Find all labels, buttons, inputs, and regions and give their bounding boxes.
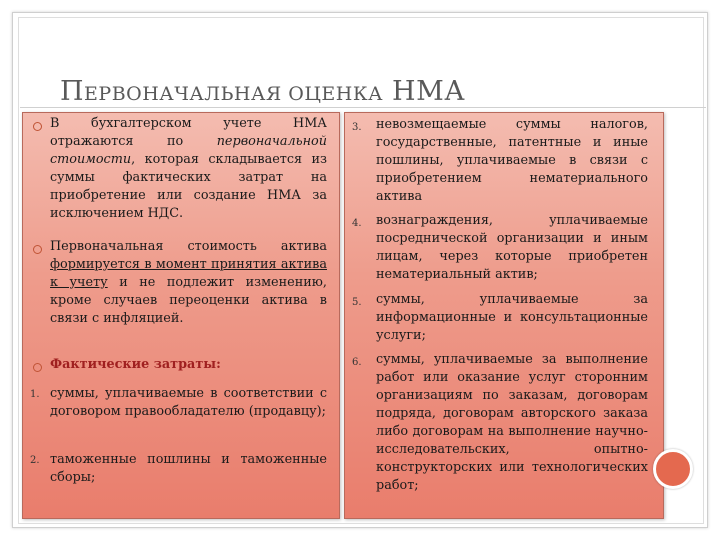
- right-list-item-3: [376, 116, 648, 206]
- decorative-circle: [653, 449, 693, 489]
- left-list-item-1: [50, 385, 327, 421]
- left-bullet-3-text: Фактические затраты:: [50, 357, 221, 372]
- list-number: 3.: [352, 122, 362, 133]
- bullet-icon: [33, 363, 42, 372]
- slide-title: [60, 76, 465, 107]
- title-nma: НМА: [392, 76, 466, 107]
- right-list-item-4: [376, 212, 648, 284]
- list-number: 4.: [352, 218, 362, 229]
- right-list-item-5: [376, 291, 648, 345]
- left-bullet-1-text: [50, 115, 327, 223]
- bullet1-italic: первоначальной стоимости: [50, 134, 327, 167]
- title-cap: П: [60, 76, 85, 107]
- left-list-item-2-text: таможенные пошлины и таможенные сборы;: [50, 452, 327, 485]
- right-list-item-6: [376, 351, 648, 495]
- bullet1-end: , которая складывается из суммы фактических затрат на приобретение или создание НМА за исключением НДС.: [50, 152, 327, 221]
- list-number: 6.: [352, 357, 362, 368]
- title-divider: [20, 107, 706, 108]
- list-number: 1.: [30, 389, 40, 400]
- title-rest: ЕРВОНАЧАЛЬНАЯ ОЦЕНКА: [84, 83, 383, 105]
- bullet2-end: и не подлежит изменению, кроме случаев переоценки актива в связи с инфляцией.: [50, 275, 327, 326]
- bullet-icon: [33, 122, 42, 131]
- bullet2-underlined: формируется в момент принятия актива к учету: [50, 257, 327, 290]
- bullet2-start: Первоначальная стоимость актива: [50, 239, 327, 254]
- left-list-item-1-text: суммы, уплачиваемые в соответствии с договором правообладателю (продавцу);: [50, 386, 327, 419]
- left-bullet-3: [50, 356, 327, 374]
- list-number: 5.: [352, 297, 362, 308]
- bullet-icon: [33, 245, 42, 254]
- list-number: 2.: [30, 455, 40, 466]
- left-bullet-1: [50, 115, 327, 223]
- right-list-item-5-text: суммы, уплачиваемые за информационные и консультационные услуги;: [376, 292, 648, 343]
- left-bullet-2: [50, 238, 327, 328]
- bullet1-start: В бухгалтерском учете НМА отражаются по: [50, 116, 327, 149]
- right-list-item-6-text: суммы, уплачиваемые за выполнение работ или оказание услуг сторонним организациям по заказам, договорам подряда, договорам авторского заказа либо договорам на выполнение научно-исследовательских, опытно-конструкторских или технологических работ;: [376, 352, 648, 493]
- right-list-item-3-text: невозмещаемые суммы налогов, государственные, патентные и иные пошлины, уплачиваемые в связи с приобретением нематериального актива: [376, 117, 648, 204]
- right-list-item-4-text: вознаграждения, уплачиваемые посреднической организации и иным лицам, через которые приобретен нематериальный актив;: [376, 213, 648, 282]
- left-bullet-2-text: [50, 238, 327, 328]
- left-list-item-2: [50, 451, 327, 487]
